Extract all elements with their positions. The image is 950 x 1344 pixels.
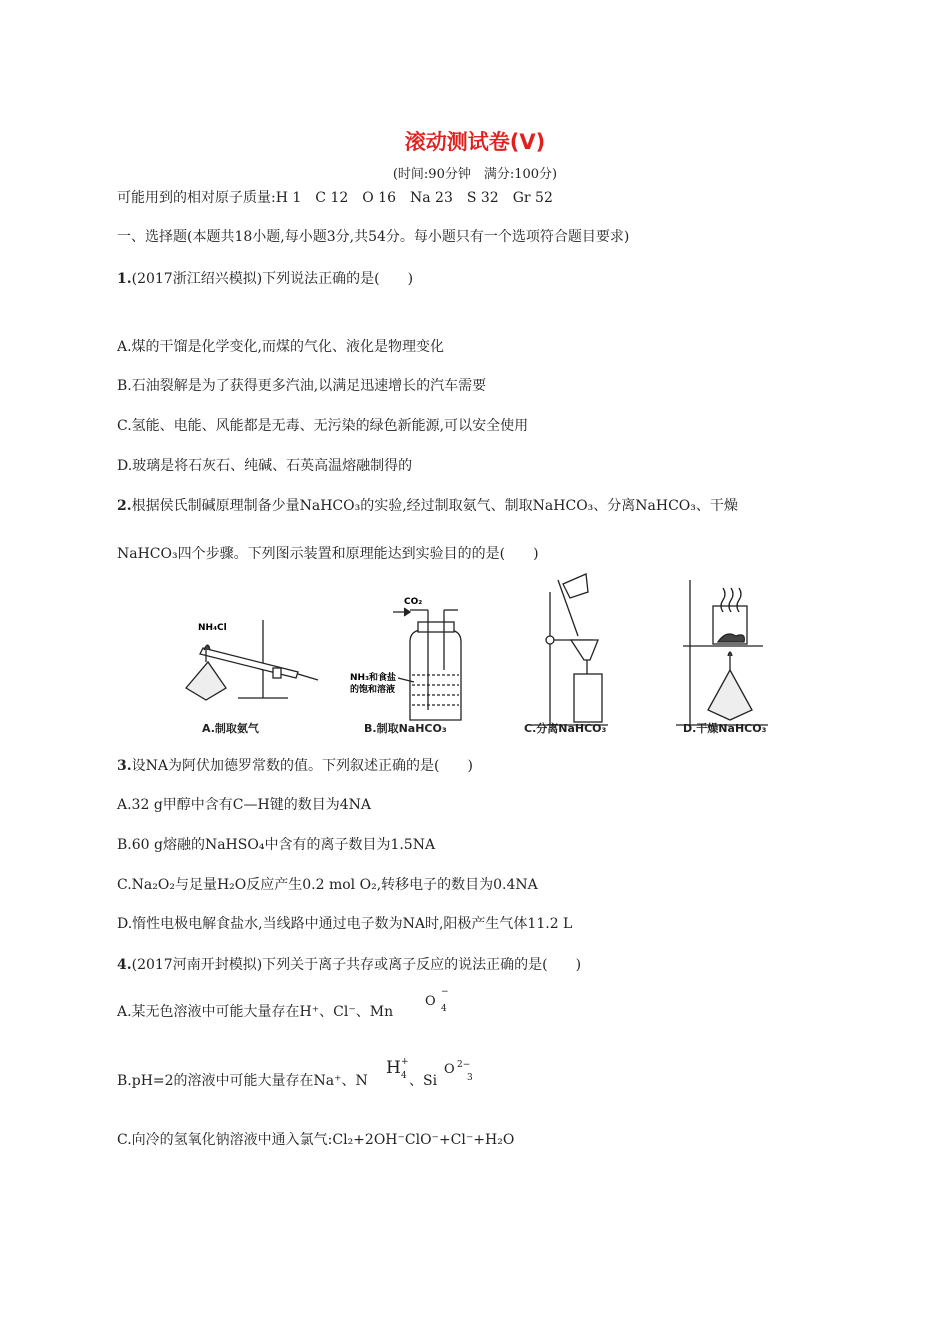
section-heading: 一、选择题(本题共18小题,每小题3分,共54分。每小题只有一个选项符合题目要求) bbox=[117, 229, 630, 245]
option-1a: A.煤的干馏是化学变化,而煤的气化、液化是物理变化 bbox=[117, 339, 445, 355]
ion-symbol: O bbox=[425, 994, 436, 1009]
option-4b-mid: 、Si bbox=[409, 1073, 438, 1089]
apparatus-c bbox=[530, 574, 608, 725]
silicate-ion: O bbox=[444, 1062, 455, 1077]
ion-charge: − bbox=[441, 987, 449, 997]
ion-subscript: 4 bbox=[441, 1004, 447, 1014]
page-title: 滚动测试卷(Ⅴ) bbox=[404, 130, 546, 154]
ammonium-ion: H bbox=[386, 1058, 401, 1078]
apparatus-figure bbox=[178, 570, 778, 740]
option-4a bbox=[117, 1003, 393, 1021]
question-stem: (2017河南开封模拟)下列关于离子共存或离子反应的说法正确的是( ) bbox=[131, 957, 582, 973]
option-1d: D.玻璃是将石灰石、纯碱、石英高温熔融制得的 bbox=[117, 458, 413, 474]
option-3a: A.32 g甲醇中含有C—H键的数目为4NA bbox=[117, 797, 371, 813]
option-4b-text: B.pH=2的溶液中可能大量存在Na⁺、N bbox=[117, 1073, 368, 1089]
exam-info: (时间:90分钟 满分:100分) bbox=[392, 167, 558, 182]
question-stem: 根据侯氏制碱原理制备少量NaHCO₃的实验,经过制取氨气、制取NaHCO₃、分离NaHCO₃、干燥 bbox=[131, 498, 738, 514]
question-2 bbox=[117, 497, 738, 515]
question-stem: 设NA为阿伏加德罗常数的值。下列叙述正确的是( ) bbox=[131, 758, 473, 774]
caption-c: C.分离NaHCO₃ bbox=[524, 722, 607, 735]
caption-b: B.制取NaHCO₃ bbox=[364, 722, 447, 735]
atomic-masses: 可能用到的相对原子质量:H 1 C 12 O 16 Na 23 S 32 Gr 52 bbox=[117, 190, 553, 206]
question-3 bbox=[117, 757, 473, 775]
question-number: 4. bbox=[117, 957, 132, 973]
ion-subscript: 3 bbox=[467, 1073, 473, 1083]
apparatus-b bbox=[393, 608, 461, 720]
question-4 bbox=[117, 956, 581, 974]
ion-subscript: 4 bbox=[401, 1071, 407, 1081]
label-co2: CO₂ bbox=[404, 597, 423, 607]
ion-charge: + bbox=[401, 1057, 409, 1067]
permanganate-ion bbox=[425, 994, 436, 1009]
question-1 bbox=[117, 270, 413, 288]
option-4b bbox=[117, 1072, 368, 1090]
question-stem: (2017浙江绍兴模拟)下列说法正确的是( ) bbox=[131, 271, 414, 287]
option-3d: D.惰性电极电解食盐水,当线路中通过电子数为NA时,阳极产生气体11.2 L bbox=[117, 916, 573, 932]
option-1b: B.石油裂解是为了获得更多汽油,以满足迅速增长的汽车需要 bbox=[117, 378, 487, 394]
apparatus-diagram bbox=[178, 570, 778, 740]
apparatus-d bbox=[676, 580, 768, 725]
question-number: 3. bbox=[117, 758, 132, 774]
option-4a-text: A.某无色溶液中可能大量存在H⁺、Cl⁻、Mn bbox=[117, 1004, 394, 1020]
option-4c: C.向冷的氢氧化钠溶液中通入氯气:Cl₂+2OH⁻ClO⁻+Cl⁻+H₂O bbox=[117, 1132, 515, 1148]
caption-d: D.干燥NaHCO₃ bbox=[683, 722, 767, 735]
label-solution-line1: NH₃和食盐 bbox=[350, 673, 397, 683]
option-3c: C.Na₂O₂与足量H₂O反应产生0.2 mol O₂,转移电子的数目为0.4NA bbox=[117, 877, 538, 893]
caption-a: A.制取氨气 bbox=[202, 722, 259, 735]
question-number: 2. bbox=[117, 498, 132, 514]
question-2-line2: NaHCO₃四个步骤。下列图示装置和原理能达到实验目的的是( ) bbox=[117, 546, 539, 562]
label-solution-line2: 的饱和溶液 bbox=[350, 685, 396, 695]
question-number: 1. bbox=[117, 271, 132, 287]
option-3b: B.60 g熔融的NaHSO₄中含有的离子数目为1.5NA bbox=[117, 837, 436, 853]
label-nh4cl: NH₄Cl bbox=[198, 623, 227, 633]
ion-charge: 2− bbox=[457, 1060, 471, 1070]
option-1c: C.氢能、电能、风能都是无毒、无污染的绿色新能源,可以安全使用 bbox=[117, 418, 529, 434]
